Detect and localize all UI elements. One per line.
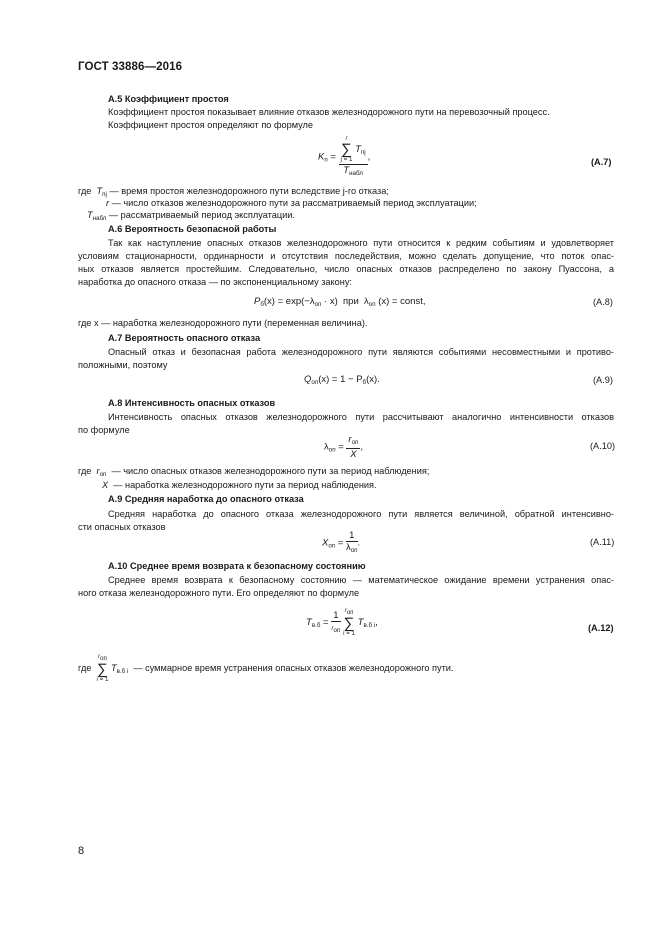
paragraph-a8-1: Интенсивность опасных отказов железнодорожного пути рассчитывают аналогично интенсивности отказов [108, 412, 614, 422]
definition-r-op: где $r_{оп}$ — число опасных отказов железнодорожного пути за период наблюдения; [78, 466, 430, 478]
section-heading-a7: А.7 Вероятность опасного отказа [108, 333, 261, 343]
formula-number-a12: (А.12) [588, 623, 614, 633]
definition-x: где x — наработка железнодорожного пути (переменная величина). [78, 318, 368, 328]
paragraph-a6-1: Так как наступление опасных отказов железнодорожного пути относится к редким событиям и удовлетворяет [108, 238, 614, 248]
paragraph-a9-1: Средняя наработка до опасного отказа железнодорожного пути является величиной, обратной интенсивно- [108, 509, 614, 519]
definition-r: r — число отказов железнодорожного пути за рассматриваемый период эксплуатации; [106, 198, 477, 208]
paragraph-a10-2: ного отказа железнодорожного пути. Его определяют по формуле [78, 588, 360, 598]
section-heading-a10: А.10 Среднее время возврата к безопасному состоянию [108, 561, 366, 571]
formula-number-a9: (А.9) [593, 375, 613, 385]
formula-number-a8: (А.8) [593, 297, 613, 307]
page-number: 8 [78, 845, 85, 857]
formula-number-a10: (А.10) [590, 441, 616, 451]
definition-sum-t: где rоп ∑ i = 1 $T_{в.б i}$ — суммарное время устранения опасных отказов железнодорожного пути. [78, 653, 454, 683]
paragraph-a6-3: ных отказов является простейшим. Следовательно, число опасных отказов распределено по закону Пуассона, а [78, 264, 614, 274]
formula-a11: $X_{оп}$ = 1 $\lambda_{оп}$ . [322, 530, 361, 554]
formula-a7: $K_п$ = r ∑ j = 1 $T_{пj}$ $T_{набл}$ , [318, 135, 371, 177]
paragraph-a5-2: Коэффициент простоя определяют по формуле [108, 120, 314, 130]
definition-t-pj: где $T_{пj}$ — время простоя железнодорожного пути вследствие j-го отказа; [78, 186, 389, 198]
formula-number-a7: (А.7) [591, 157, 612, 167]
paragraph-a6-4: наработка до опасного отказа — по экспоненциальному закону: [78, 277, 352, 287]
formula-a8: $P_б(x) = \exp(-\lambda_{оп} \cdot x)$ при $\lambda_{оп}$ (x) = const, [254, 296, 426, 308]
paragraph-a6-2: условиям стационарности, ординарности и отсутствия последействия, можно сделать допущение, что поток опас- [78, 251, 614, 261]
section-heading-a6: А.6 Вероятность безопасной работы [108, 224, 277, 234]
paragraph-a5-1: Коэффициент простоя показывает влияние отказов железнодорожного пути на перевозочный процесс. [108, 107, 550, 117]
paragraph-a8-2: по формуле [78, 425, 130, 435]
formula-a12: $T_{в.б}$ = 1 $r_{оп}$ rоп ∑ i = 1 $T_{в.б i}$, [306, 607, 378, 637]
paragraph-a7-1: Опасный отказ и безопасная работа железнодорожного пути являются событиями несовместными и противо- [108, 347, 614, 357]
formula-number-a11: (А.11) [590, 537, 615, 547]
section-heading-a9: А.9 Средняя наработка до опасного отказа [108, 494, 304, 504]
paragraph-a9-2: сти опасных отказов [78, 522, 166, 532]
definition-x-obs: X — наработка железнодорожного пути за период наблюдения. [102, 480, 377, 490]
formula-a10: $\lambda_{оп}$ = $r_{оп}$ X , [324, 434, 363, 460]
paragraph-a7-2: положными, поэтому [78, 360, 168, 370]
formula-a9: $Q_{оп}(x) = 1 - P_б(x)$. [304, 374, 380, 386]
section-heading-a5: А.5 Коэффициент простоя [108, 94, 229, 104]
standard-title: ГОСТ 33886—2016 [78, 61, 183, 73]
paragraph-a10-1: Среднее время возврата к безопасному состоянию — математическое ожидание времени устранения опас- [108, 575, 614, 585]
section-heading-a8: А.8 Интенсивность опасных отказов [108, 398, 276, 408]
definition-t-nabl: $T_{набл}$ — рассматриваемый период эксплуатации. [87, 210, 295, 222]
